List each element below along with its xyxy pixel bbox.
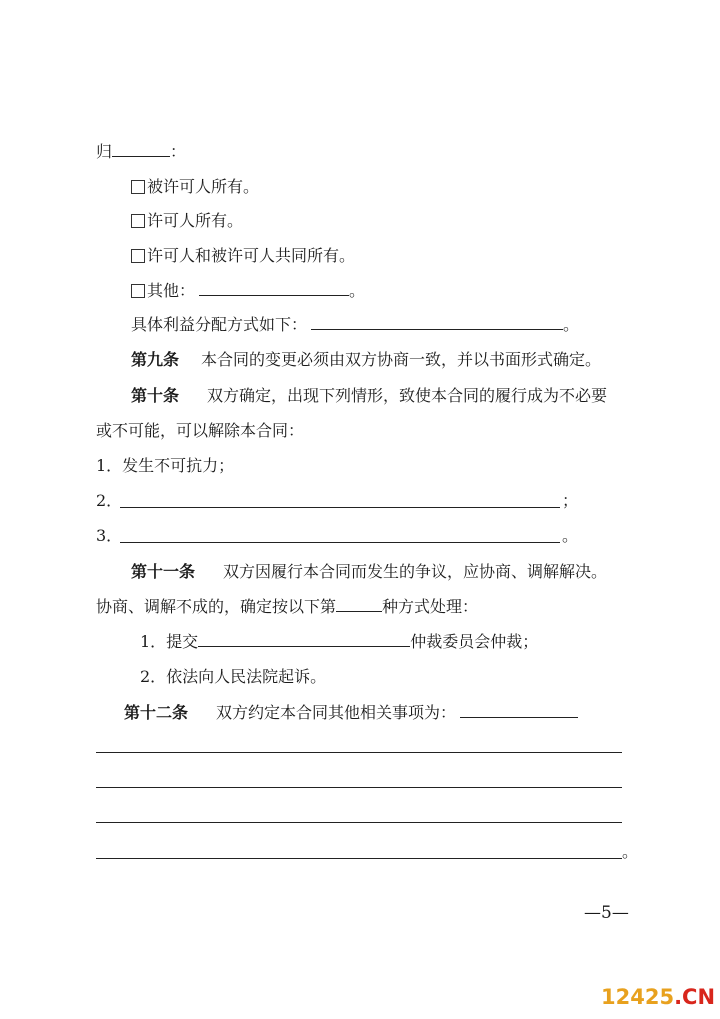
- article-10-item3-num: 3．: [96, 526, 123, 545]
- option-licensor-owned: [131, 211, 243, 231]
- ownership-prefix: 归: [96, 142, 113, 161]
- article-10-title: 第十条: [131, 386, 180, 405]
- watermark-logo: [601, 985, 715, 1009]
- option-licensee-owned: [131, 177, 259, 197]
- option-joint-checkbox[interactable]: [131, 249, 145, 263]
- article-9-title: 第九条: [131, 350, 180, 369]
- article-11-option1a: 1．提交: [140, 632, 199, 651]
- article-10-item3: [96, 526, 122, 546]
- article-10-item3-end-wrap: [562, 526, 578, 546]
- page-number: —5—: [584, 903, 629, 923]
- ownership-blank[interactable]: [112, 142, 170, 157]
- option-joint-label: 许可人和被许可人共同所有。: [147, 246, 356, 265]
- article-10-item1-text: 1．发生不可抗力；: [96, 456, 235, 475]
- distribution-blank[interactable]: [311, 315, 563, 330]
- article-11-line1: [131, 562, 607, 582]
- article-11-method-blank[interactable]: [336, 597, 382, 612]
- distribution-line: [131, 315, 579, 335]
- ownership-line: [96, 142, 186, 162]
- article-12-blank-5[interactable]: [96, 858, 622, 859]
- article-10-item3-end: 。: [562, 526, 579, 545]
- article-9-text: 本合同的变更必须由双方协商一致，并以书面形式确定。: [201, 350, 602, 369]
- article-12-title: 第十二条: [124, 703, 189, 722]
- option-jointly-owned: [131, 246, 355, 266]
- ownership-suffix: ：: [170, 142, 187, 161]
- article-11-option1b: 仲裁委员会仲裁；: [410, 632, 539, 651]
- article-12-text: 双方约定本合同其他相关事项为：: [216, 703, 457, 722]
- distribution-label: 具体利益分配方式如下：: [131, 315, 308, 334]
- option-licensor-checkbox[interactable]: [131, 214, 145, 228]
- article-10-item2-num: 2．: [96, 491, 123, 510]
- option-licensee-checkbox[interactable]: [131, 180, 145, 194]
- option-licensee-label: 被许可人所有。: [147, 177, 260, 196]
- article-10-text2: 或不可能，可以解除本合同：: [96, 421, 305, 440]
- option-other-checkbox[interactable]: [131, 284, 145, 298]
- article-10-item2-end: ；: [562, 491, 579, 510]
- option-other: [131, 281, 365, 301]
- article-10-line2: [96, 421, 304, 441]
- watermark-domain: .CN: [674, 985, 716, 1009]
- option-other-label: 其他：: [147, 281, 196, 300]
- article-10-item2: [96, 491, 122, 511]
- article-11-option1: [140, 632, 538, 652]
- article-12-blank-2[interactable]: [96, 752, 622, 753]
- article-12-blank-3[interactable]: [96, 787, 622, 788]
- arbitration-commission-blank[interactable]: [198, 632, 410, 647]
- distribution-end: 。: [563, 315, 580, 334]
- article-11-option2: [140, 667, 326, 687]
- article-11-text2b: 种方式处理：: [382, 597, 479, 616]
- article-10-item1: [96, 456, 234, 476]
- article-12-end: 。: [622, 842, 639, 861]
- article-12-blank-1[interactable]: [460, 703, 578, 718]
- article-11-text2a: 协商、调解不成的，确定按以下第: [96, 597, 337, 616]
- option-other-end: 。: [349, 281, 366, 300]
- article-10-line1: [131, 386, 607, 406]
- article-12-blank-4[interactable]: [96, 822, 622, 823]
- article-10-item2-blank[interactable]: [120, 507, 560, 508]
- article-11-text1: 双方因履行本合同而发生的争议，应协商、调解解决。: [223, 562, 608, 581]
- article-11-title: 第十一条: [131, 562, 196, 581]
- article-9: [131, 350, 601, 370]
- article-12-end-wrap: [622, 842, 638, 862]
- article-12-line1: [124, 703, 578, 723]
- article-10-text1: 双方确定，出现下列情形，致使本合同的履行成为不必要: [207, 386, 608, 405]
- option-licensor-label: 许可人所有。: [147, 211, 244, 230]
- article-10-item2-end-wrap: [562, 491, 578, 511]
- option-other-blank[interactable]: [199, 281, 349, 296]
- watermark-digits: 12425: [601, 985, 675, 1009]
- article-11-option2-text: 2．依法向人民法院起诉。: [140, 667, 327, 686]
- article-10-item3-blank[interactable]: [120, 542, 560, 543]
- article-11-line2: [96, 597, 478, 617]
